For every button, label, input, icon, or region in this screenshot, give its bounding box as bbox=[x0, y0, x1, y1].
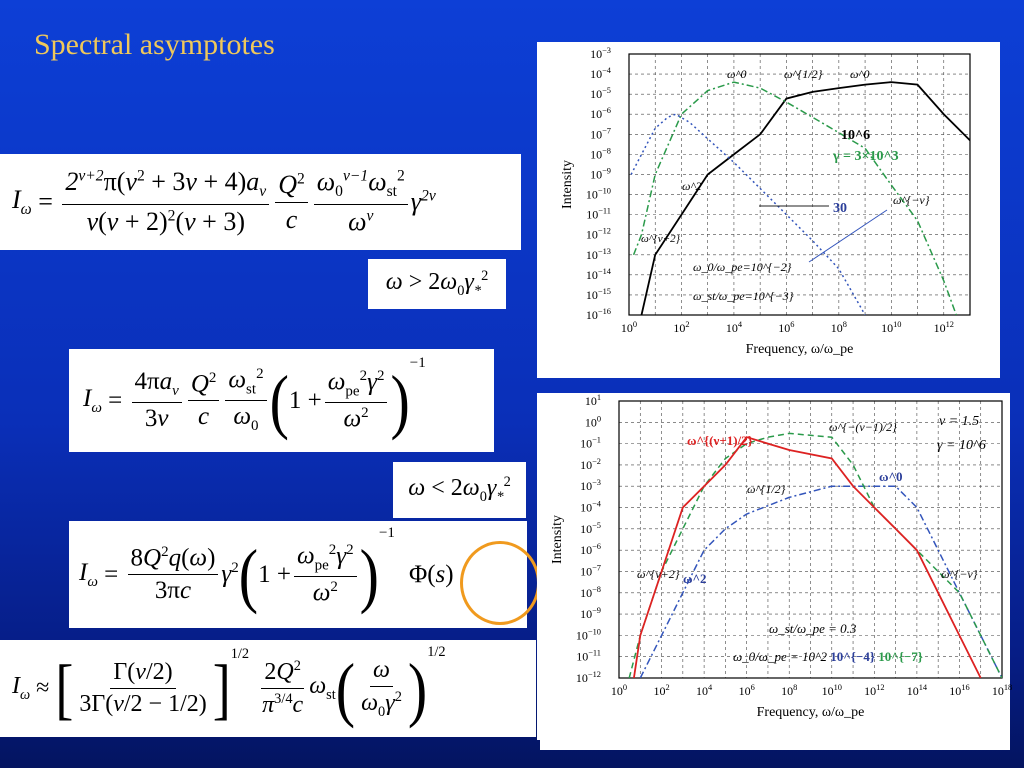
annotation-wst-wpe: ω_st/ω_pe = 0.3 bbox=[769, 621, 857, 636]
annotation-omega-half: ω^{1/2} bbox=[784, 67, 823, 81]
annotation-wst-wpe: ω_st/ω_pe=10^{−3} bbox=[693, 289, 794, 303]
equation-3: $I_\omega$ = $\frac{8Q^2q(\omega)}{3\pi c}$ $\gamma^2$ ( 1 + $\frac{\omega_{pe}^2\gamma^2}{\omega^2}$ ) $^{-1}$ Φ(s) bbox=[69, 521, 527, 628]
x-tick-label: $10^2$ bbox=[673, 320, 690, 335]
y-tick-label: $10^{-7}$ bbox=[580, 563, 601, 579]
equation-4: $I_\omega$ ≈ [ $\frac{\Gamma(\nu/2)}{3\Gamma(\nu/2 - 1/2)}$ ] $^{1/2}$ $\frac{2Q^2}{\pi^{3/4}c}$ $\omega_{st}$ ( $\frac{\omega}{\omega_0\gamma^2}$ ) $^{1/2}$ bbox=[0, 640, 536, 737]
x-tick-label: $10^{12}$ bbox=[864, 683, 885, 698]
equation-1: $I_\omega$ = $\frac{2^{\nu+2}\pi(\nu^2 + 3\nu + 4)a_\nu}{\nu(\nu + 2)^2(\nu + 3)}$ $\frac{Q^2}{c}$ $\frac{\omega_0^{\nu-1}\omega_{st}^2}{\omega^\nu}$ $\gamma^{2\nu}$ bbox=[0, 154, 521, 250]
x-tick-label: $10^{10}$ bbox=[881, 320, 902, 335]
x-tick-label: $10^0$ bbox=[620, 320, 638, 335]
y-tick-label: $10^{-11}$ bbox=[576, 648, 601, 664]
x-tick-label: $10^4$ bbox=[696, 683, 713, 698]
y-tick-label: $10^{-15}$ bbox=[585, 286, 611, 302]
annotation-30: 30 bbox=[833, 201, 847, 216]
annotation-w0-wpe: ω_0/ω_pe=10^{−2} bbox=[693, 260, 792, 274]
y-tick-label: $10^{-7}$ bbox=[590, 126, 611, 142]
annotation-omega0: ω^0 bbox=[727, 67, 747, 81]
y-tick-label: $10^{-5}$ bbox=[590, 86, 611, 102]
y-tick-label: $10^{-16}$ bbox=[585, 307, 611, 322]
y-tick-label: $10^{-6}$ bbox=[580, 542, 601, 558]
y-tick-label: $10^{-5}$ bbox=[580, 520, 601, 536]
x-tick-label: $10^8$ bbox=[781, 683, 798, 698]
y-tick-label: $10^{-13}$ bbox=[585, 246, 611, 262]
chart-bottom bbox=[537, 393, 1013, 740]
x-tick-label: $10^0$ bbox=[610, 683, 628, 698]
arrow-omega-nu bbox=[809, 210, 887, 262]
y-tick-label: $10^{-4}$ bbox=[580, 499, 601, 515]
annotation-omega-minus-nu: ω^{−ν} bbox=[893, 193, 930, 207]
x-tick-label: $10^{16}$ bbox=[949, 683, 970, 698]
y-tick-label: $10^{-12}$ bbox=[585, 226, 611, 242]
slide-title: Spectral asymptotes bbox=[34, 28, 275, 61]
y-tick-label: $10^{-10}$ bbox=[575, 627, 601, 643]
y-tick-label: $10^1$ bbox=[584, 393, 601, 408]
x-tick-label: $10^{10}$ bbox=[821, 683, 842, 698]
y-tick-label: $10^{-11}$ bbox=[586, 206, 611, 222]
annotation-1e6: 10^6 bbox=[841, 128, 871, 143]
annotation-omega0: ω^0 bbox=[879, 469, 903, 484]
y-tick-label: $10^{-14}$ bbox=[585, 266, 611, 282]
y-tick-label: $10^0$ bbox=[584, 414, 601, 430]
condition-1: $\omega > 2\omega_0\gamma_*^2$ bbox=[368, 259, 506, 309]
y-tick-label: $10^{-8}$ bbox=[590, 146, 611, 162]
x-tick-label: $10^8$ bbox=[830, 320, 847, 335]
annotation-omega0-b: ω^0 bbox=[850, 67, 870, 81]
annotation-red-slope: ω^{(ν+1)/2} bbox=[687, 433, 753, 448]
condition-2: $\omega < 2\omega_0\gamma_*^2$ bbox=[393, 462, 526, 518]
x-tick-label: $10^{14}$ bbox=[906, 683, 928, 698]
grid bbox=[629, 54, 970, 315]
y-tick-label: $10^{-4}$ bbox=[590, 66, 611, 82]
y-axis-label: Intensity bbox=[560, 160, 575, 209]
y-tick-label: $10^{-8}$ bbox=[580, 584, 601, 600]
chart-bottom-panel bbox=[537, 393, 1013, 740]
annotation-gamma: γ = 3×10^3 bbox=[833, 149, 899, 164]
y-axis-label: Intensity bbox=[550, 515, 565, 564]
x-tick-label: $10^{12}$ bbox=[933, 320, 954, 335]
annotation-omega-minus-nu: ω^{−ν} bbox=[941, 567, 978, 581]
x-axis-label: Frequency, ω/ω_pe bbox=[745, 342, 854, 357]
y-tick-label: $10^{-3}$ bbox=[580, 478, 601, 494]
panel-edge bbox=[540, 740, 1010, 750]
x-tick-label: $10^{18}$ bbox=[991, 683, 1013, 698]
x-tick-label: $10^6$ bbox=[778, 320, 795, 335]
chart-top bbox=[537, 42, 1000, 378]
series-line-10^-4 bbox=[629, 433, 1002, 678]
chart-top-panel bbox=[537, 42, 1000, 378]
annotation-w0-wpe: ω_0/ω_pe = 10^2 10^{−4} 10^{−7} bbox=[733, 649, 923, 664]
y-tick-label: $10^{-1}$ bbox=[580, 435, 601, 451]
y-tick-label: $10^{-9}$ bbox=[590, 166, 611, 182]
annotation-omega-nu2: ω^{ν+2} bbox=[641, 233, 681, 245]
x-tick-label: $10^4$ bbox=[725, 320, 743, 335]
annotation-omega-half: ω^{1/2} bbox=[747, 482, 786, 496]
highlight-ring bbox=[460, 541, 540, 625]
y-tick-label: $10^{-9}$ bbox=[580, 606, 601, 622]
y-tick-label: $10^{-10}$ bbox=[585, 186, 611, 202]
plot-frame bbox=[629, 54, 970, 315]
annotation-top-slope: ω^{−(ν−1)/2} bbox=[829, 420, 897, 434]
equation-2: $I_\omega$ = $\frac{4\pi a_\nu}{3\nu}$ $\frac{Q^2}{c}$ $\frac{\omega_{st}^2}{\omega_0}$ ( 1 + $\frac{\omega_{pe}^2\gamma^2}{\omega^2}$ ) $^{-1}$ bbox=[69, 349, 494, 452]
x-tick-label: $10^6$ bbox=[738, 683, 755, 698]
series-line-10^-7 bbox=[634, 437, 981, 678]
y-tick-label: $10^{-3}$ bbox=[590, 46, 611, 61]
annotation-gamma: γ = 10^6 bbox=[937, 438, 986, 453]
y-tick-label: $10^{-2}$ bbox=[580, 456, 601, 472]
annotation-nu: ν = 1.5 bbox=[939, 414, 980, 429]
annotation-omega2: ω^2 bbox=[682, 179, 702, 193]
annotation-omega2: ω^2 bbox=[683, 571, 707, 586]
y-tick-label: $10^{-6}$ bbox=[590, 106, 611, 122]
x-tick-label: $10^2$ bbox=[653, 683, 670, 698]
annotation-omega-nu2: ω^{ν+2} bbox=[637, 567, 680, 581]
x-axis-label: Frequency, ω/ω_pe bbox=[756, 705, 865, 720]
y-tick-label: $10^{-12}$ bbox=[575, 670, 601, 685]
